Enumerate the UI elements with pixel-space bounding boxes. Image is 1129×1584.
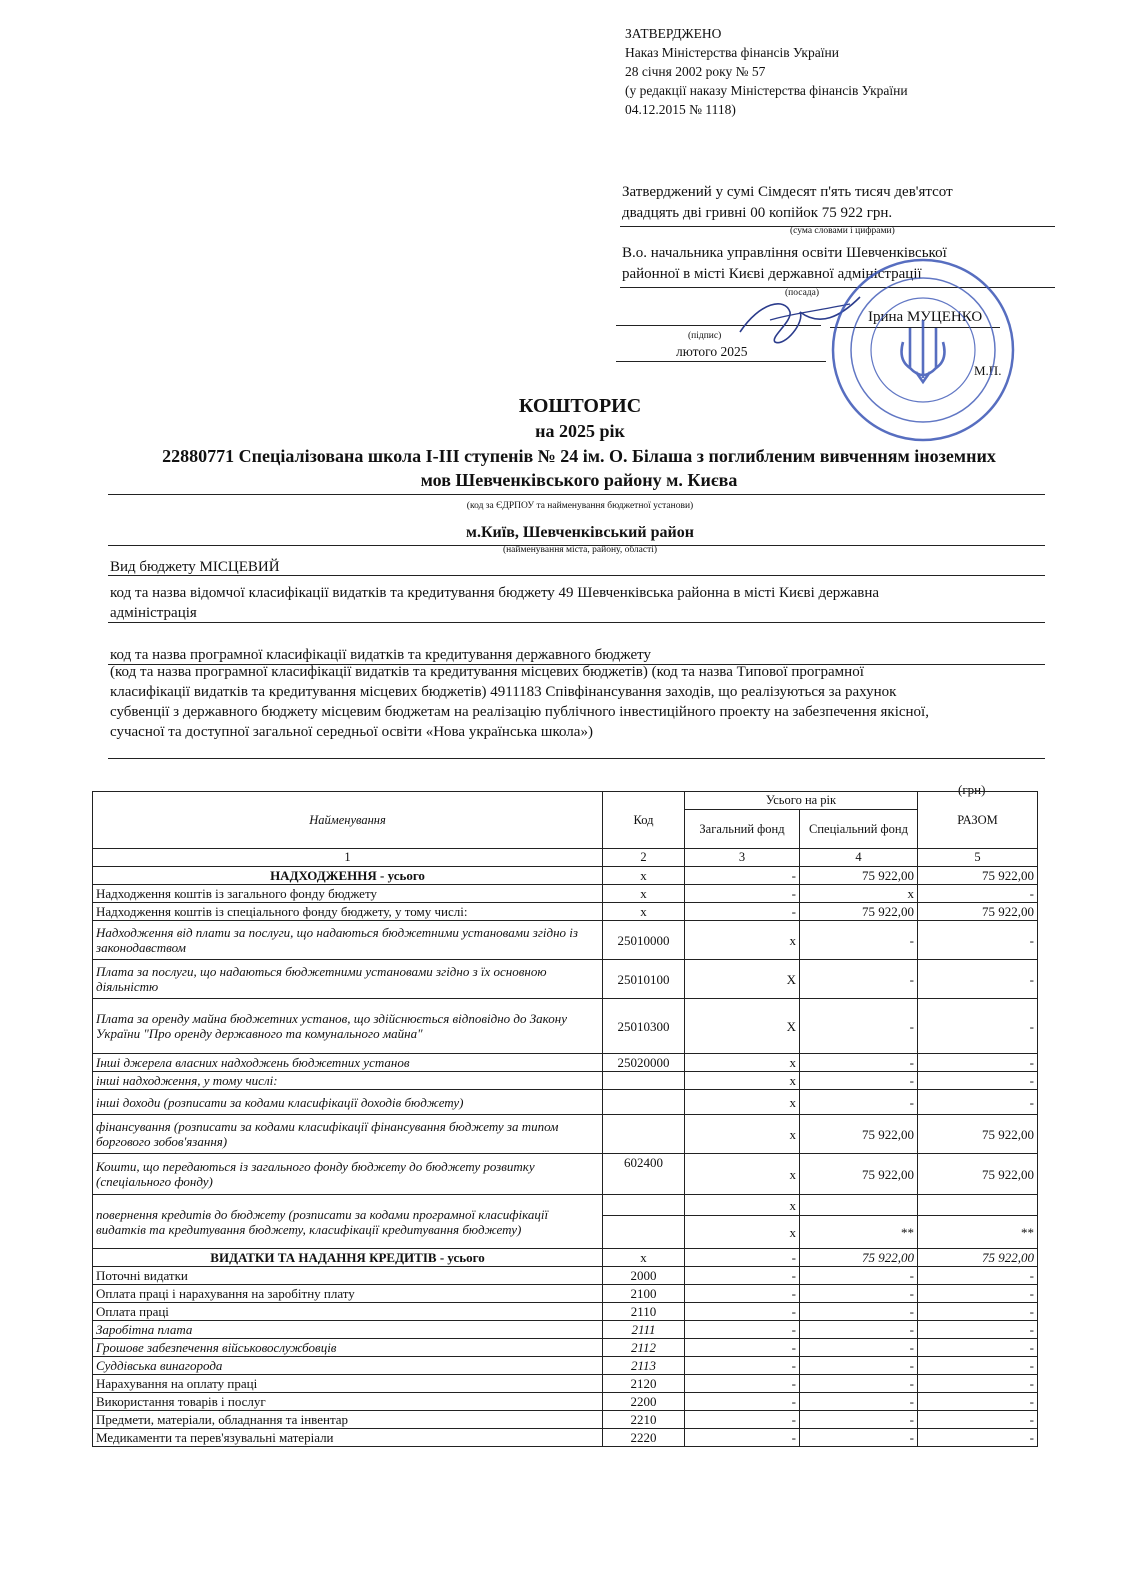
institution-caption: (код за ЄДРПОУ та найменування бюджетної установи) xyxy=(466,501,694,511)
row-code: х xyxy=(603,1249,685,1267)
row-general: - xyxy=(685,1339,800,1357)
row-name: Надходження від плати за послуги, що надаються бюджетними установами згідно із законодавством xyxy=(93,921,603,960)
row-total: - xyxy=(918,1054,1038,1072)
table-row xyxy=(93,1303,1038,1321)
row-general: - xyxy=(685,1303,800,1321)
row-general: - xyxy=(685,1285,800,1303)
row-total: 75 922,00 xyxy=(918,903,1038,921)
table-row xyxy=(93,999,1038,1054)
row-name: фінансування (розписати за кодами класифікації фінансування бюджету за типом боргового зобов'язання) xyxy=(93,1115,603,1154)
local-line-2: класифікації видатків та кредитування місцевих бюджетів) 4911183 Співфінансування заходів, що реалізуються за рахунок xyxy=(110,684,897,700)
row-special: - xyxy=(800,1321,918,1339)
row-total: - xyxy=(918,999,1038,1054)
header-year-total: Усього на рік xyxy=(685,792,918,810)
table-row xyxy=(93,1285,1038,1303)
table-row xyxy=(93,1393,1038,1411)
row-code: 2113 xyxy=(603,1357,685,1375)
local-line-1: (код та назва програмної класифікації видатків та кредитування місцевих бюджетів) (код та назва Типової програмної xyxy=(110,664,864,680)
divider xyxy=(616,361,826,362)
col-number: 2 xyxy=(603,849,685,867)
table-row xyxy=(93,1411,1038,1429)
row-total: - xyxy=(918,1429,1038,1447)
row-name: Нарахування на оплату праці xyxy=(93,1375,603,1393)
dept-line-1: код та назва відомчої класифікації видатків та кредитування бюджету 49 Шевченківська районна в місті Києві державна xyxy=(110,585,880,601)
table-row xyxy=(93,1195,1038,1216)
city-name: м.Київ, Шевченківський район xyxy=(466,524,694,541)
row-code: 25020000 xyxy=(603,1054,685,1072)
row-code: 25010100 xyxy=(603,960,685,999)
row-total xyxy=(918,1195,1038,1216)
row-special: - xyxy=(800,1285,918,1303)
official-seal xyxy=(828,250,1018,450)
signature-date: лютого 2025 xyxy=(676,344,748,359)
row-general: Х xyxy=(685,999,800,1054)
row-code: 2200 xyxy=(603,1393,685,1411)
header-name: Найменування xyxy=(93,792,603,849)
row-general: х xyxy=(685,1072,800,1090)
row-total: - xyxy=(918,1090,1038,1115)
row-general: - xyxy=(685,885,800,903)
table-row xyxy=(93,1339,1038,1357)
row-name: Заробітна плата xyxy=(93,1321,603,1339)
approved-sum-line-2: двадцять дві гривні 00 копійок 75 922 грн. xyxy=(622,205,893,221)
row-code: 2210 xyxy=(603,1411,685,1429)
row-name: Кошти, що передаються із загального фонду бюджету до бюджету розвитку (спеціального фонду) xyxy=(93,1154,603,1195)
approval-line-4: (у редакції наказу Міністерства фінансів України xyxy=(625,83,908,98)
row-special: - xyxy=(800,999,918,1054)
row-total: ** xyxy=(918,1216,1038,1249)
row-name: Плата за оренду майна бюджетних установ, що здійснюється відповідно до Закону України "Про оренду державного та комунального майна" xyxy=(93,999,603,1054)
row-general: - xyxy=(685,1267,800,1285)
row-special: - xyxy=(800,921,918,960)
row-general: Х xyxy=(685,960,800,999)
table-row xyxy=(93,960,1038,999)
table-row xyxy=(93,921,1038,960)
row-code: 2000 xyxy=(603,1267,685,1285)
row-code xyxy=(603,1090,685,1115)
row-general: х xyxy=(685,1195,800,1216)
row-total: - xyxy=(918,1303,1038,1321)
budget-type: Вид бюджету МІСЦЕВИЙ xyxy=(110,559,280,575)
table-row xyxy=(93,1072,1038,1090)
table-row xyxy=(93,885,1038,903)
approval-line-5: 04.12.2015 № 1118) xyxy=(625,102,736,117)
table-row xyxy=(93,1249,1038,1267)
row-total: - xyxy=(918,960,1038,999)
row-code: х xyxy=(603,885,685,903)
unit-label: (грн) xyxy=(958,782,986,797)
row-total: - xyxy=(918,1339,1038,1357)
approval-line-1: ЗАТВЕРДЖЕНО xyxy=(625,26,722,41)
table-row xyxy=(93,1429,1038,1447)
row-total: - xyxy=(918,1393,1038,1411)
row-special: - xyxy=(800,1090,918,1115)
row-code: 602400 xyxy=(603,1154,685,1195)
row-general: х xyxy=(685,1054,800,1072)
row-total: 75 922,00 xyxy=(918,867,1038,885)
row-total: - xyxy=(918,1357,1038,1375)
divider xyxy=(108,575,1045,576)
table-row xyxy=(93,1267,1038,1285)
row-name: повернення кредитів до бюджету (розписати за кодами програмної класифікації видатків та кредитування бюджету, класифікації кредитування бюджету) xyxy=(93,1195,603,1249)
divider xyxy=(108,758,1045,759)
row-special: 75 922,00 xyxy=(800,1249,918,1267)
row-general: х xyxy=(685,1090,800,1115)
row-name: інші доходи (розписати за кодами класифікації доходів бюджету) xyxy=(93,1090,603,1115)
row-code: 25010000 xyxy=(603,921,685,960)
row-special: - xyxy=(800,1303,918,1321)
table-row xyxy=(93,1154,1038,1195)
row-total: 75 922,00 xyxy=(918,1154,1038,1195)
row-name: інші надходження, у тому числі: xyxy=(93,1072,603,1090)
row-total: 75 922,00 xyxy=(918,1249,1038,1267)
row-special: х xyxy=(800,885,918,903)
position-line-2: районної в місті Києві державної адміністрації xyxy=(622,266,922,282)
row-code: 2100 xyxy=(603,1285,685,1303)
row-code xyxy=(603,1072,685,1090)
col-number: 4 xyxy=(800,849,918,867)
row-code xyxy=(603,1216,685,1249)
row-special: 75 922,00 xyxy=(800,903,918,921)
row-name: ВИДАТКИ ТА НАДАННЯ КРЕДИТІВ - усього xyxy=(93,1249,603,1267)
row-special: - xyxy=(800,1411,918,1429)
row-special: - xyxy=(800,1393,918,1411)
row-name: Надходження коштів із спеціального фонду бюджету, у тому числі: xyxy=(93,903,603,921)
signature-caption: (підпис) xyxy=(688,331,722,341)
row-name: Грошове забезпечення військовослужбовців xyxy=(93,1339,603,1357)
row-code: 2220 xyxy=(603,1429,685,1447)
position-caption: (посада) xyxy=(785,288,819,298)
row-special xyxy=(800,1195,918,1216)
row-total: - xyxy=(918,1411,1038,1429)
signatory-name: Ірина МУЦЕНКО xyxy=(868,309,983,325)
row-total: - xyxy=(918,1072,1038,1090)
program-classification: код та назва програмної класифікації видатків та кредитування державного бюджету xyxy=(110,647,651,663)
row-name: Предмети, матеріали, обладнання та інвентар xyxy=(93,1411,603,1429)
row-name: Оплата праці і нарахування на заробітну плату xyxy=(93,1285,603,1303)
document-year: на 2025 рік xyxy=(535,421,625,441)
col-number: 5 xyxy=(918,849,1038,867)
header-special-fund: Спеціальний фонд xyxy=(800,810,918,849)
local-line-4: сучасної та доступної загальної середньої освіти «Нова українська школа») xyxy=(110,724,593,740)
col-number: 1 xyxy=(93,849,603,867)
row-total: - xyxy=(918,1321,1038,1339)
approved-sum-line-1: Затверджений у сумі Сімдесят п'ять тисяч дев'ятсот xyxy=(622,184,953,200)
row-name: Використання товарів і послуг xyxy=(93,1393,603,1411)
institution-line-1: 22880771 Спеціалізована школа І-ІІІ ступенів № 24 ім. О. Білаша з поглибленим вивченням іноземних xyxy=(162,446,996,466)
row-special: - xyxy=(800,1072,918,1090)
header-code: Код xyxy=(603,792,685,849)
row-special: 75 922,00 xyxy=(800,867,918,885)
row-name: Оплата праці xyxy=(93,1303,603,1321)
row-special: 75 922,00 xyxy=(800,1154,918,1195)
table-row xyxy=(93,1357,1038,1375)
row-special: - xyxy=(800,1339,918,1357)
row-code xyxy=(603,1115,685,1154)
row-special: - xyxy=(800,1357,918,1375)
row-name: Поточні видатки xyxy=(93,1267,603,1285)
row-special: 75 922,00 xyxy=(800,1115,918,1154)
row-special: ** xyxy=(800,1216,918,1249)
row-general: - xyxy=(685,867,800,885)
row-code: 25010300 xyxy=(603,999,685,1054)
approval-line-3: 28 січня 2002 року № 57 xyxy=(625,64,766,79)
row-general: - xyxy=(685,1357,800,1375)
table-row xyxy=(93,1090,1038,1115)
row-total: - xyxy=(918,1285,1038,1303)
divider xyxy=(108,494,1045,495)
city-caption: (найменування міста, району, області) xyxy=(502,545,658,555)
row-name: НАДХОДЖЕННЯ - усього xyxy=(93,867,603,885)
approved-sum xyxy=(622,182,953,224)
row-general: х xyxy=(685,921,800,960)
dept-classification xyxy=(110,583,1045,623)
row-code: х xyxy=(603,867,685,885)
row-special: - xyxy=(800,1429,918,1447)
row-code xyxy=(603,1195,685,1216)
row-code: х xyxy=(603,903,685,921)
approval-line-2: Наказ Міністерства фінансів України xyxy=(625,45,839,60)
header-general-fund: Загальний фонд xyxy=(685,810,800,849)
local-line-3: субвенції з державного бюджету місцевим бюджетам на реалізацію публічного інвестиційного проекту на забезпечення якісної, xyxy=(110,704,929,720)
document-title: КОШТОРИС xyxy=(518,395,642,417)
table-row xyxy=(93,1375,1038,1393)
sum-caption: (сума словами і цифрами) xyxy=(790,226,895,236)
row-code: 2111 xyxy=(603,1321,685,1339)
position-line-1: В.о. начальника управління освіти Шевченківської xyxy=(622,245,947,261)
table-row xyxy=(93,1115,1038,1154)
table-row xyxy=(93,1054,1038,1072)
row-special: - xyxy=(800,1375,918,1393)
row-general: - xyxy=(685,1375,800,1393)
institution-name xyxy=(114,444,1044,492)
row-total: 75 922,00 xyxy=(918,1115,1038,1154)
row-code: 2120 xyxy=(603,1375,685,1393)
table-row xyxy=(93,903,1038,921)
row-total: - xyxy=(918,921,1038,960)
institution-line-2: мов Шевченківського району м. Києва xyxy=(420,470,738,490)
dept-line-2: адміністрація xyxy=(110,605,197,621)
table-row xyxy=(93,867,1038,885)
row-special: - xyxy=(800,960,918,999)
row-general: - xyxy=(685,1249,800,1267)
row-special: - xyxy=(800,1267,918,1285)
row-name: Медикаменти та перев'язувальні матеріали xyxy=(93,1429,603,1447)
row-special: - xyxy=(800,1054,918,1072)
row-total: - xyxy=(918,885,1038,903)
row-total: - xyxy=(918,1375,1038,1393)
row-name: Надходження коштів із загального фонду бюджету xyxy=(93,885,603,903)
table-row xyxy=(93,1321,1038,1339)
row-general: - xyxy=(685,1393,800,1411)
row-general: х xyxy=(685,1154,800,1195)
row-general: - xyxy=(685,1429,800,1447)
local-classification xyxy=(110,662,1045,742)
col-number: 3 xyxy=(685,849,800,867)
divider xyxy=(108,622,1045,623)
row-total: - xyxy=(918,1267,1038,1285)
estimate-table xyxy=(92,791,1038,1447)
mp-label: М.П. xyxy=(974,363,1002,378)
row-general: х xyxy=(685,1216,800,1249)
row-general: - xyxy=(685,1411,800,1429)
row-general: - xyxy=(685,903,800,921)
row-general: х xyxy=(685,1115,800,1154)
row-name: Інші джерела власних надходжень бюджетних установ xyxy=(93,1054,603,1072)
row-name: Плата за послуги, що надаються бюджетними установами згідно з їх основною діяльністю xyxy=(93,960,603,999)
row-code: 2110 xyxy=(603,1303,685,1321)
header-total: РАЗОМ xyxy=(918,792,1038,849)
approval-block xyxy=(625,24,908,119)
row-general: - xyxy=(685,1321,800,1339)
row-name: Суддівська винагорода xyxy=(93,1357,603,1375)
row-code: 2112 xyxy=(603,1339,685,1357)
